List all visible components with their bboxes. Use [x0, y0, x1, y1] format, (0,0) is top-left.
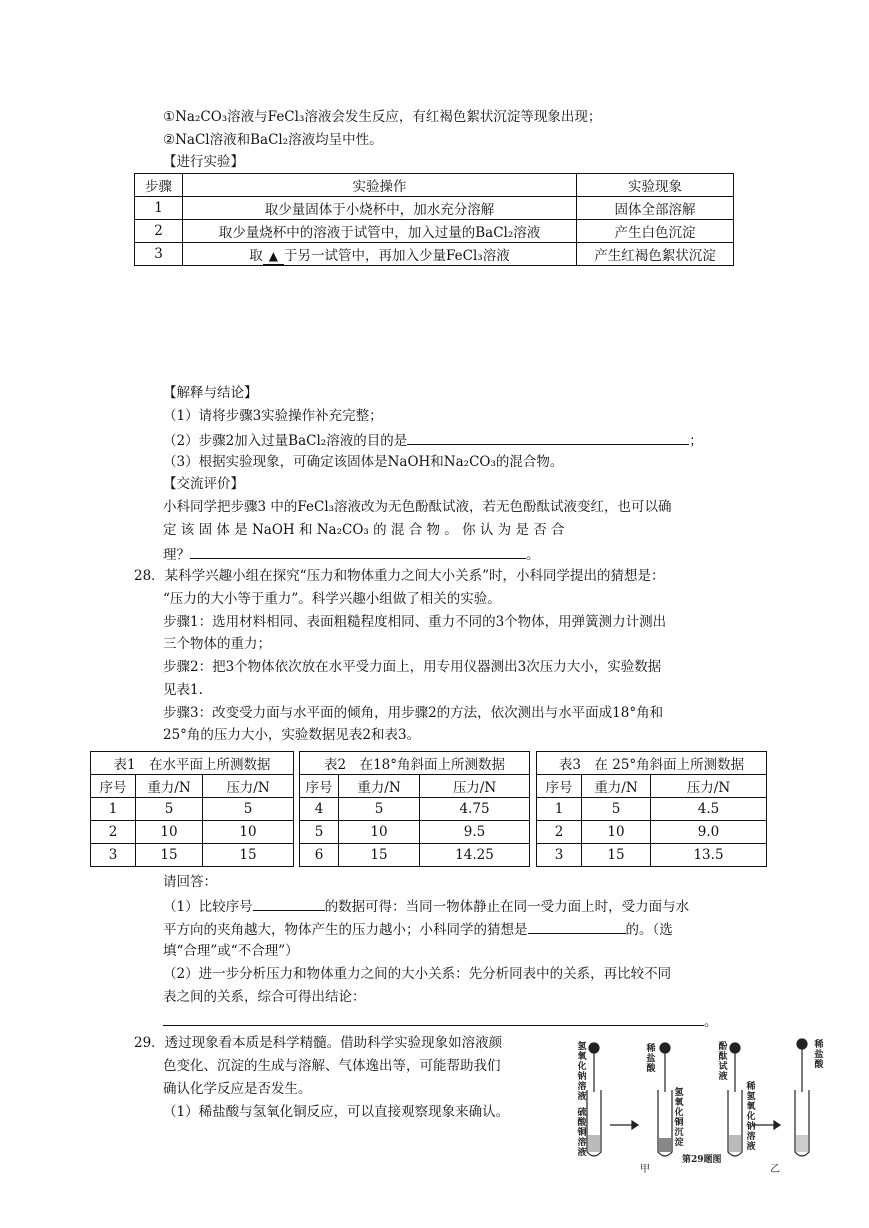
- header-cell: 压力/N: [651, 775, 767, 798]
- header-cell: 序号: [300, 775, 339, 798]
- q29-line-4: （1）稀盐酸与氢氧化铜反应，可以直接观察现象来确认。: [163, 1104, 510, 1120]
- evaluation-line-2: 定 该 固 体 是 NaOH 和 Na₂CO₃ 的 混 合 物 。 你 认 为 是 否 合: [163, 522, 565, 538]
- table-cell: 3: [135, 243, 183, 266]
- experiment-table: [134, 173, 734, 266]
- table-cell: 5: [339, 798, 420, 821]
- data-table-3: [536, 751, 767, 867]
- header-cell: 重力/N: [136, 775, 203, 798]
- q28-a1-line-1: （1）比较序号 的数据可得：当同一物体静止在同一受力面上时，受力面与水: [163, 895, 689, 917]
- table-row: [537, 821, 767, 844]
- header-cell: 重力/N: [339, 775, 420, 798]
- liquid-icon: [729, 1135, 741, 1152]
- table-cell: 2: [537, 821, 582, 844]
- table-row: [135, 174, 734, 197]
- label-jia: 甲: [640, 1164, 650, 1175]
- liquid-icon: [588, 1135, 600, 1152]
- table-cell: 15: [582, 844, 651, 867]
- label-hcl-2: 稀盐酸: [814, 1040, 824, 1070]
- evaluation-line-3: 理？ 。: [163, 543, 540, 565]
- precipitate-icon: [659, 1138, 671, 1152]
- dropper-bulb-icon: [589, 1043, 599, 1053]
- table-cell: 取少量烧杯中的溶液于试管中，加入过量的BaCl₂溶液: [183, 220, 577, 243]
- table-cell: 14.25: [420, 844, 530, 867]
- header-cell: 压力/N: [203, 775, 294, 798]
- table-cell: 3: [91, 844, 136, 867]
- label-dilute-naoh: 稀氢氧化钠溶液: [746, 1082, 756, 1152]
- header-cell: 重力/N: [582, 775, 651, 798]
- q28-line-7: 步骤3：改变受力面与水平面的倾角，用步骤2的方法，依次测出与水平面成18°角和: [163, 705, 664, 721]
- table-row: [135, 243, 734, 266]
- table-title: 表3 在 25°角斜面上所测数据: [537, 752, 767, 775]
- table-cell: 1: [135, 197, 183, 220]
- q28-a2-line-3: 。: [163, 1010, 718, 1032]
- q29-line-2: 色变化、沉淀的生成与溶解、气体逸出等，可能帮助我们: [163, 1058, 501, 1074]
- table-row: [91, 775, 294, 798]
- table-title: 表2 在18°角斜面上所测数据: [300, 752, 530, 775]
- answer-blank[interactable]: [253, 895, 325, 911]
- table-cell: 6: [300, 844, 339, 867]
- table-cell: 2: [135, 220, 183, 243]
- q29-line-3: 确认化学反应是否发生。: [163, 1081, 312, 1097]
- q28-line-2: “压力的大小等于重力”。科学兴趣小组做了相关的实验。: [163, 591, 501, 607]
- table-cell: 9.5: [420, 821, 530, 844]
- answer-blank[interactable]: [407, 429, 689, 445]
- figure-drawing: [570, 1030, 830, 1170]
- q29-figure: [570, 1030, 830, 1175]
- table-row: [537, 844, 767, 867]
- label-hcl: 稀盐酸: [646, 1044, 656, 1074]
- header-cell: 序号: [91, 775, 136, 798]
- q29-line-1: 29．透过现象看本质是科学精髓。借助科学实验现象如溶液颜: [134, 1035, 503, 1051]
- table-row: [300, 775, 530, 798]
- q28-a2-line-1: （2）进一步分析压力和物体重力之间的大小关系：先分析同表中的关系，再比较不同: [163, 966, 672, 982]
- blank-triangle: ▲: [263, 248, 284, 265]
- table-cell: 1: [91, 798, 136, 821]
- info-line-1: ①Na₂CO₃溶液与FeCl₃溶液会发生反应，有红褐色絮状沉淀等现象出现；: [163, 109, 602, 125]
- table-cell: 4: [300, 798, 339, 821]
- table-cell: 15: [136, 844, 203, 867]
- table-cell: 5: [300, 821, 339, 844]
- table-row: [91, 821, 294, 844]
- q28-line-8: 25°角的压力大小，实验数据见表2和表3。: [163, 727, 421, 743]
- table-row: [300, 821, 530, 844]
- table-cell: 10: [582, 821, 651, 844]
- table-cell: 10: [339, 821, 420, 844]
- answer-blank[interactable]: [528, 918, 626, 934]
- q28-a1-line-3: 填“合理”或“不合理”）: [163, 943, 299, 959]
- header-cell: 实验现象: [577, 174, 734, 197]
- table-cell: 10: [203, 821, 294, 844]
- label-cuso4: 硫酸铜溶液: [577, 1108, 587, 1158]
- data-table-2: [299, 751, 530, 867]
- info-line-2: ②NaCl溶液和BaCl₂溶液均呈中性。: [163, 132, 383, 148]
- arrowhead-icon: [632, 1121, 638, 1129]
- table-cell: 5: [203, 798, 294, 821]
- dropper-bulb-icon: [797, 1039, 807, 1049]
- liquid-icon: [796, 1135, 808, 1152]
- arrowhead-icon: [774, 1121, 780, 1129]
- label-cuoh2: 氢氧化铜沉淀: [674, 1088, 684, 1148]
- answer-blank[interactable]: [190, 543, 526, 559]
- table-cell: 15: [203, 844, 294, 867]
- table-row: [91, 798, 294, 821]
- conclusion-q1: （1）请将步骤3实验操作补充完整；: [163, 408, 383, 424]
- table-cell: 5: [136, 798, 203, 821]
- dropper-bulb-icon: [660, 1043, 670, 1053]
- table-cell: 15: [339, 844, 420, 867]
- q28-line-1: 28．某科学兴趣小组在探究“压力和物体重力之间大小关系”时，小科同学提出的猜想是：: [134, 568, 665, 584]
- table-cell: 固体全部溶解: [577, 197, 734, 220]
- table-cell: 9.0: [651, 821, 767, 844]
- q28-answer-intro: 请回答：: [163, 874, 217, 890]
- q28-line-6: 见表1.: [163, 682, 203, 698]
- evaluation-heading: 【交流评价】: [163, 476, 244, 492]
- data-table-1: [90, 751, 294, 867]
- q28-a2-line-2: 表之间的关系，综合可得出结论：: [163, 989, 366, 1005]
- op-prefix: 取: [249, 247, 263, 264]
- table-cell: 4.5: [651, 798, 767, 821]
- conclusion-q2: （2）步骤2加入过量BaCl₂溶液的目的是 ；: [163, 429, 703, 451]
- table-cell: 5: [582, 798, 651, 821]
- table-cell: 2: [91, 821, 136, 844]
- table-row: [91, 844, 294, 867]
- op-suffix: 于另一试管中，再加入少量FeCl₃溶液: [284, 247, 510, 264]
- table-cell: 产生白色沉淀: [577, 220, 734, 243]
- table-cell: 1: [537, 798, 582, 821]
- label-naoh: 氢氧化钠溶液: [577, 1042, 587, 1102]
- header-cell: 序号: [537, 775, 582, 798]
- header-cell: 实验操作: [183, 174, 577, 197]
- table-row: [135, 220, 734, 243]
- table-row: [537, 798, 767, 821]
- header-cell: 步骤: [135, 174, 183, 197]
- header-cell: 压力/N: [420, 775, 530, 798]
- table-cell: 产生红褐色絮状沉淀: [577, 243, 734, 266]
- q28-line-5: 步骤2：把3个物体依次放在水平受力面上，用专用仪器测出3次压力大小，实验数据: [163, 659, 662, 675]
- table-cell: 取少量固体于小烧杯中，加水充分溶解: [183, 197, 577, 220]
- dropper-bulb-icon: [730, 1043, 740, 1053]
- q28-line-3: 步骤1：选用材料相同、表面粗糙程度相同、重力不同的3个物体，用弹簧测力计测出: [163, 614, 667, 630]
- evaluation-line-1: 小科同学把步骤3 中的FeCl₃溶液改为无色酚酞试液，若无色酚酞试液变红，也可以确: [163, 499, 672, 515]
- table-cell: 13.5: [651, 844, 767, 867]
- q28-line-4: 三个物体的重力；: [163, 636, 271, 652]
- figure-caption: 第29题图: [682, 1155, 722, 1165]
- label-phenolphthalein: 酚酞试液: [718, 1042, 728, 1082]
- table-cell: 3: [537, 844, 582, 867]
- answer-blank[interactable]: [163, 1010, 704, 1026]
- conclusion-heading: 【解释与结论】: [163, 385, 258, 401]
- experiment-heading: 【进行实验】: [163, 154, 244, 170]
- table-cell: 4.75: [420, 798, 530, 821]
- label-yi: 乙: [770, 1164, 780, 1175]
- table-row: [300, 798, 530, 821]
- table-row: [537, 775, 767, 798]
- table-title: 表1 在水平面上所测数据: [91, 752, 294, 775]
- table-cell: 10: [136, 821, 203, 844]
- conclusion-q3: （3）根据实验现象，可确定该固体是NaOH和Na₂CO₃的混合物。: [163, 454, 564, 470]
- q28-a1-line-2: 平方向的夹角越大，物体产生的压力越小；小科同学的猜想是 的。（选: [163, 918, 673, 940]
- table-row: [300, 844, 530, 867]
- table-cell: [183, 243, 577, 266]
- table-row: [135, 197, 734, 220]
